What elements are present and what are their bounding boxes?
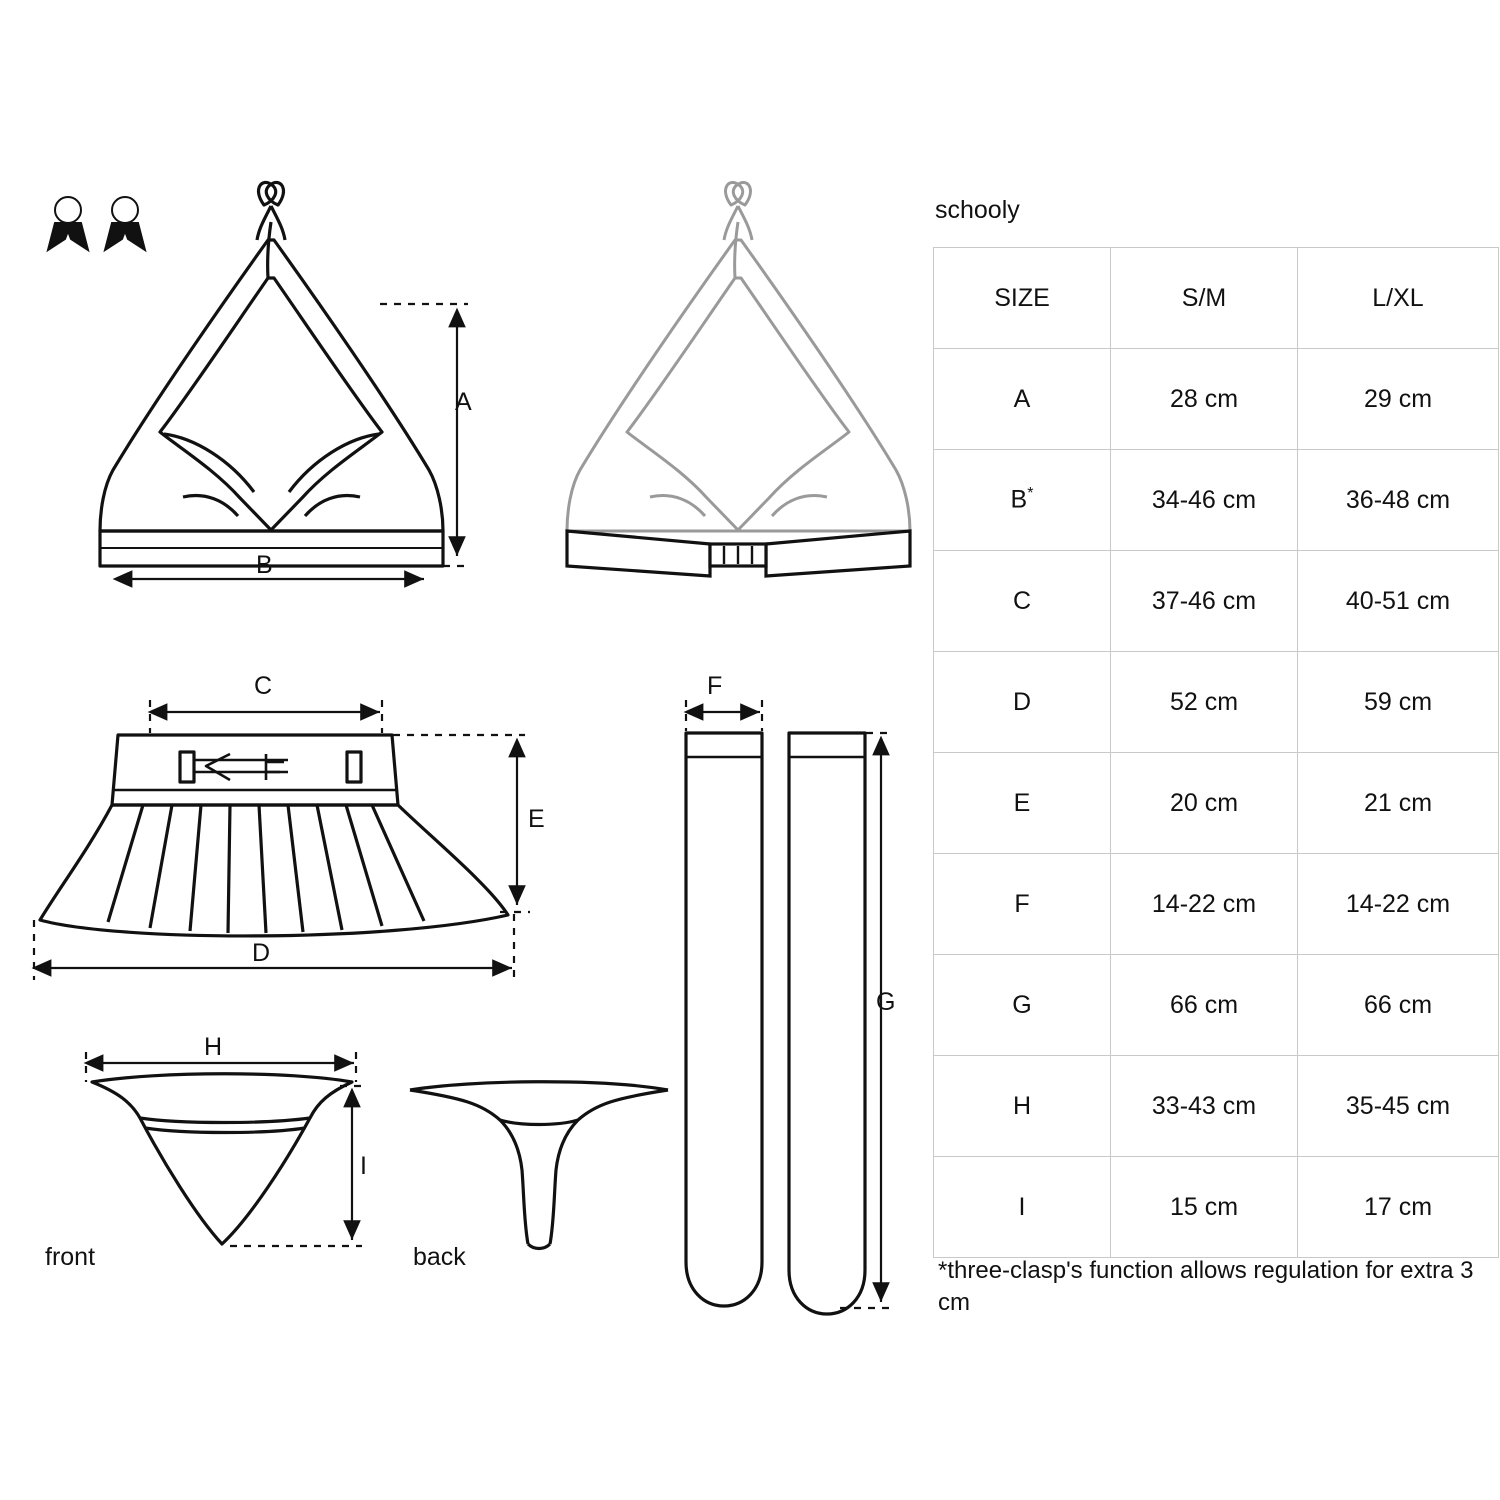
measure-label: B* xyxy=(934,450,1111,551)
value-lxl: 29 cm xyxy=(1298,349,1499,450)
size-chart-panel xyxy=(930,0,1500,1500)
dimension-label-c: C xyxy=(254,672,273,700)
skirt-drawing xyxy=(40,735,508,936)
dimension-label-a: A xyxy=(455,388,472,416)
value-sm: 52 cm xyxy=(1111,652,1298,753)
socks-drawing xyxy=(686,733,865,1314)
view-label-back: back xyxy=(413,1243,466,1271)
value-lxl: 59 cm xyxy=(1298,652,1499,753)
value-lxl: 21 cm xyxy=(1298,753,1499,854)
value-sm: 15 cm xyxy=(1111,1157,1298,1258)
measure-label: G xyxy=(934,955,1111,1056)
bra-back-drawing xyxy=(567,182,910,531)
value-sm: 66 cm xyxy=(1111,955,1298,1056)
value-lxl: 35-45 cm xyxy=(1298,1056,1499,1157)
bra-back-band xyxy=(567,531,910,576)
measure-label: I xyxy=(934,1157,1111,1258)
value-lxl: 36-48 cm xyxy=(1298,450,1499,551)
table-row xyxy=(934,450,1499,551)
dimension-label-f: F xyxy=(707,672,723,700)
measure-label: F xyxy=(934,854,1111,955)
header-size: SIZE xyxy=(934,248,1111,349)
dimension-a xyxy=(380,304,468,566)
view-label-front: front xyxy=(45,1243,96,1271)
measure-label: H xyxy=(934,1056,1111,1157)
header-sm: S/M xyxy=(1111,248,1298,349)
value-sm: 28 cm xyxy=(1111,349,1298,450)
dimension-g xyxy=(840,733,894,1308)
value-sm: 20 cm xyxy=(1111,753,1298,854)
thong-back-drawing xyxy=(410,1082,668,1249)
measure-label: A xyxy=(934,349,1111,450)
footnote-marker: * xyxy=(1027,485,1034,503)
value-lxl: 40-51 cm xyxy=(1298,551,1499,652)
value-sm: 37-46 cm xyxy=(1111,551,1298,652)
size-chart-table xyxy=(933,247,1499,1258)
table-row xyxy=(934,753,1499,854)
value-lxl: 14-22 cm xyxy=(1298,854,1499,955)
dimension-label-d: D xyxy=(252,939,271,967)
table-row xyxy=(934,1056,1499,1157)
dimension-label-h: H xyxy=(204,1033,223,1061)
dimension-label-g: G xyxy=(876,988,896,1016)
table-row xyxy=(934,955,1499,1056)
measure-label: E xyxy=(934,753,1111,854)
dimension-c xyxy=(150,700,382,733)
dimension-label-e: E xyxy=(528,805,545,833)
dimension-f xyxy=(686,700,762,731)
measure-label: D xyxy=(934,652,1111,753)
value-lxl: 66 cm xyxy=(1298,955,1499,1056)
brand-name: schooly xyxy=(935,196,1020,224)
bra-front-drawing xyxy=(100,182,443,566)
table-row xyxy=(934,551,1499,652)
dimension-i xyxy=(230,1086,362,1246)
table-row xyxy=(934,652,1499,753)
measure-label: C xyxy=(934,551,1111,652)
thong-front-drawing xyxy=(92,1074,352,1244)
value-sm: 14-22 cm xyxy=(1111,854,1298,955)
table-row xyxy=(934,854,1499,955)
dimension-e xyxy=(393,735,530,912)
dimension-label-b: B xyxy=(256,551,273,579)
table-header-row xyxy=(934,248,1499,349)
table-row xyxy=(934,349,1499,450)
footnote-text: *three-clasp's function allows regulation for extra 3 cm xyxy=(938,1257,1474,1317)
dimension-d xyxy=(34,914,514,980)
dimension-label-i: I xyxy=(360,1152,367,1180)
value-sm: 33-43 cm xyxy=(1111,1056,1298,1157)
value-lxl: 17 cm xyxy=(1298,1157,1499,1258)
header-lxl: L/XL xyxy=(1298,248,1499,349)
hair-bow-pair-icon xyxy=(48,197,145,250)
table-row xyxy=(934,1157,1499,1258)
value-sm: 34-46 cm xyxy=(1111,450,1298,551)
